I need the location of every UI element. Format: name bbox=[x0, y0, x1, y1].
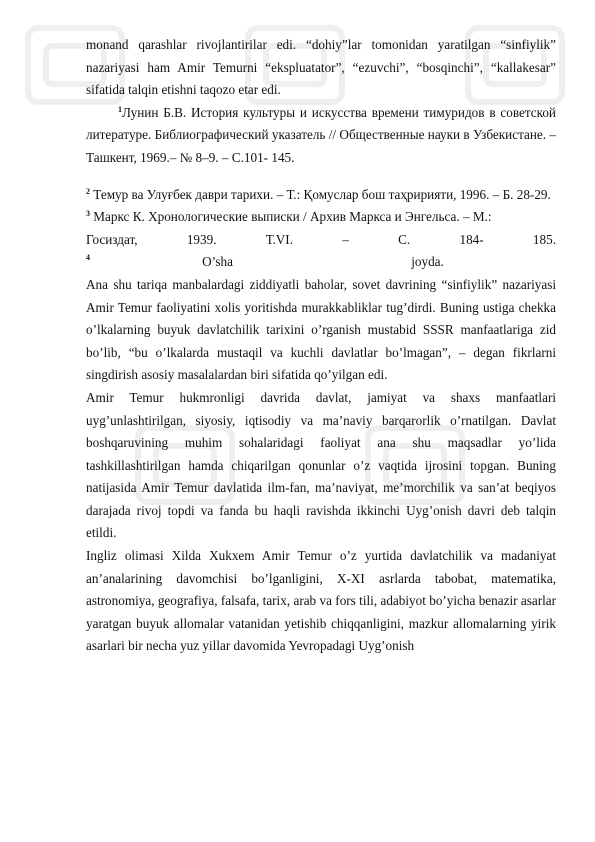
footnote-3-line-2: Госиздат, 1939. Т.VI. – С. 184- 185. bbox=[86, 231, 556, 247]
footnote-4-text: O’sha joyda. bbox=[202, 254, 444, 270]
footnote-2-text: Темур ва Улуғбек даври тарихи. – Т.: Қомуслар бош таҳририяти, 1996. – Б. 28-29. bbox=[90, 186, 551, 202]
paragraph-1: monand qarashlar rivojlantirilar edi. “dohiy”lar tomonidan yaratilgan “sinfiylik” nazariyasi ham Amir Temurni “ekspluatator”, “ezuvchi”, “bosqinchi”, “kallakesar” sifatida talqin etishni taqozo etar edi. bbox=[86, 37, 556, 98]
footnote-3-text: Маркс К. Хронологические выписки / Архив Маркса и Энгельса. – М.: bbox=[90, 209, 492, 225]
footnote-1-text: Лунин Б.В. История культуры и искусства времени тимуридов в советской литературе. Библиографический указатель // Общественные науки в Узбекистане. – Ташкент, 1969.– № 8–9. – С.101- 145. bbox=[86, 104, 556, 165]
spacer bbox=[86, 170, 556, 184]
footnote-3-mark: 3 bbox=[86, 209, 90, 219]
footnote-3 bbox=[86, 206, 556, 229]
footnote-4 bbox=[86, 251, 556, 274]
footnote-1 bbox=[86, 102, 556, 170]
footnote-2 bbox=[86, 184, 556, 207]
paragraph-3: Amir Temur hukmronligi davrida davlat, jamiyat va shaxs manfaatlari uyg’unlashtirilgan, siyosiy, iqtisodiy va ma’naviy barqarorlik o’rnatilgan. Davlat boshqaruvining muhim sohalaridagi faoliyat ana shu maqsadlar yo’lida tashkillashtirilgan hamda chiqarilgan qonunlar o’z vaqtida ijrosini topgan. Buning natijasida Amir Temur davlatida ilm-fan, ma’naviyat, me’morchilik va san’at beqiyos darajada rivoj topdi va fanda bu haqli ravishda ikkinchi Uyg’onish davri deb talqin etildi. bbox=[86, 389, 556, 541]
paragraph-4: Ingliz olimasi Xilda Xukxem Amir Temur o’z yurtida davlatchilik va madaniyat an’analarining davomchisi bo’lganligini, X-XI asrlarda tabobat, matematika, astronomiya, geografiya, falsafa, tarix, arab va fors tili, adabiyot bo’yicha benazir asarlar yaratgan buyuk allomalar vatanidan yetishib chiqqanligini, mazkur allomalarning yirik asarlari bir necha yuz yillar davomida Yevropadagi Uyg’onish bbox=[86, 548, 556, 654]
document-body bbox=[86, 34, 556, 658]
footnote-2-mark: 2 bbox=[86, 186, 90, 196]
footnote-4-mark: 4 bbox=[86, 253, 90, 263]
footnote-1-mark: 1 bbox=[118, 104, 122, 114]
paragraph-2: Ana shu tariqa manbalardagi ziddiyatli baholar, sovet davrining “sinfiylik” nazariyasi Amir Temur faoliyatini xolis yoritishda murakkabliklar tug’dirdi. Buning ustiga chekka o’lkalarning buyuk davlatchilik tarixini o’rganish mustabid SSSR manfaatlariga zid bo’lib, “bu o’lkalarda mustaqil va kuchli davlatlar bo’lmagan”, – degan fikrlarni singdirish asosiy masalalardan biri sifatida qo’yilgan edi. bbox=[86, 276, 556, 383]
